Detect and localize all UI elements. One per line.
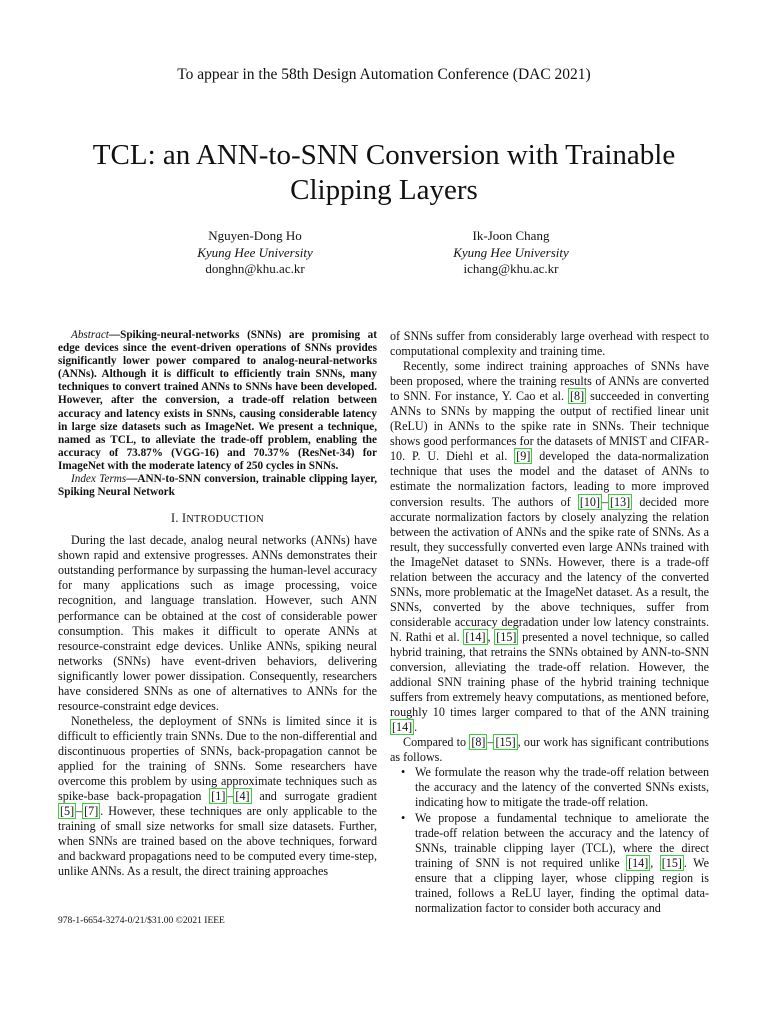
citation-link[interactable]: [8] bbox=[471, 735, 486, 750]
citation-link[interactable]: [9] bbox=[516, 449, 531, 464]
text-run: Recently, some indirect training approaches of SNNs have been proposed, where the training results of ANNs are converted to SNN. For instance, Y. Cao et al. bbox=[390, 359, 709, 404]
section-heading bbox=[58, 511, 377, 527]
text-run: decided more accurate normalization factors by closely analyzing the relation between the activation of ANNs and the spike rate of SNNs. As a result, they successfully converted even large ANNs trained with the ImageNet dataset to SNNs. However, there is a trade-off relation between the accuracy and the latency of the converted SNNs, more problematic at the ImageNet dataset. As a result, the SNNs, converted by the above techniques, suffer from considerable accuracy degradation under low latency constraints. N. Rathi et al. bbox=[390, 494, 709, 644]
text-run: . bbox=[414, 720, 418, 735]
author-name: Ik-Joon Chang bbox=[472, 228, 550, 243]
list-item bbox=[401, 810, 709, 916]
text-run: We propose a fundamental technique to ameliorate the trade-off relation between the accuracy and the latency of SNNs, trainable clipping layer (TCL), where the direct training of SNN is not required unlike bbox=[415, 810, 709, 870]
index-terms-lead: Index Terms bbox=[71, 473, 127, 486]
citation-link[interactable]: [14] bbox=[392, 720, 413, 735]
citation-link[interactable]: [7] bbox=[84, 804, 99, 819]
text-run: developed the data-normalization technique that uses the model and the dataset of ANNs to estimate the normalization factors, leading to more improved conversion results. The authors of bbox=[390, 449, 709, 509]
citation-link[interactable]: [15] bbox=[496, 629, 517, 644]
text-run: We formulate the reason why the trade-off relation between the accuracy and the latency of the converted SNNs exists, indicating how to mitigate the trade-off relation. bbox=[415, 765, 709, 810]
intro-paragraph-2 bbox=[58, 714, 377, 880]
intro-paragraph-1: During the last decade, analog neural networks (ANNs) have shown rapid and extensive progresses. ANNs demonstrates their outstanding performance by surpassing the human-level accuracy for many applications such as image processing, voice recognition, and language translation. However, such ANN performance can be obtained at the cost of considerable power consumption. This makes it difficult to operate ANNs at resource-constraint edge devices. Unlike ANNs, spiking neural networks (SNNs) have event-driven behaviors, delivering significantly lower power dissipation. Consequently, researchers have considered SNNs as one of alternatives to ANNs for the resource-constraint edge devices. bbox=[58, 533, 377, 713]
text-run: Compared to bbox=[403, 735, 470, 750]
abstract-lead: Abstract bbox=[71, 329, 109, 341]
author-block-2 bbox=[391, 228, 631, 278]
left-column bbox=[58, 329, 377, 879]
text-run: succeeded in converting ANNs to SNNs by mapping the output of rectified linear unit (ReLU) in ANNs to the spike rate in SNNs. Their technique shows good performances for the datasets of MNIST and CIFAR-10. P. U. Diehl et al. bbox=[390, 389, 709, 464]
citation-link[interactable]: [5] bbox=[60, 804, 75, 819]
text-run: . However, these techniques are only applicable to the training of small size networks for small size datasets. Further, when SNNs are trained based on the above techniques, forward and backward propagations need to be computed every time-step, unlike ANNs. As a result, the direct training approaches bbox=[58, 804, 377, 879]
text-run: – bbox=[601, 494, 609, 509]
list-item bbox=[401, 765, 709, 810]
paper-title: TCL: an ANN-to-SNN Conversion with Trainable Clipping Layers bbox=[92, 139, 676, 206]
citation-link[interactable]: [14] bbox=[628, 855, 649, 870]
abstract bbox=[58, 329, 377, 473]
citation-link[interactable]: [15] bbox=[661, 855, 682, 870]
citation-link[interactable]: [15] bbox=[495, 735, 516, 750]
bullet-icon: • bbox=[401, 810, 406, 825]
text-run: presented a novel technique, so called hybrid training, that retrains the SNNs obtained by ANN-to-SNN conversion, alleviating the trade-off relation. However, the addional SNN training phase of the hybrid training technique suffers from extremely heavy computations, as mentioned before, roughly 10 times larger compared to that of the ANN training bbox=[390, 629, 710, 720]
index-terms bbox=[58, 473, 377, 499]
citation-link[interactable]: [14] bbox=[465, 629, 486, 644]
contribution-list bbox=[390, 765, 709, 915]
continued-paragraph: of SNNs suffer from considerably large overhead with respect to computational complexity and training time. bbox=[390, 329, 709, 359]
text-run: . We ensure that a clipping layer, whose clipping region is trained, follows a ReLU layer, finding the optimal data-normalization factor to consider both accuracy and bbox=[415, 855, 709, 915]
right-column bbox=[390, 329, 709, 916]
text-run: , bbox=[487, 629, 491, 644]
text-run: – bbox=[76, 804, 83, 819]
citation-link[interactable]: [10] bbox=[579, 494, 600, 509]
citation-link[interactable]: [1] bbox=[211, 789, 226, 804]
copyright-footer: 978-1-6654-3274-0/21/$31.00 ©2021 IEEE bbox=[58, 916, 225, 926]
author-email: donghn@khu.ac.kr bbox=[205, 261, 305, 276]
citation-link[interactable]: [13] bbox=[610, 494, 631, 509]
section-number: I. I bbox=[171, 511, 187, 526]
text-run: – bbox=[487, 735, 494, 750]
abstract-text: —Spiking-neural-networks (SNNs) are promising at edge devices since the event-driven operations of SNNs provides significantly lower power compared to analog-neural-networks (ANNs). Although it is difficult to efficiently train SNNs, many techniques to convert trained ANNs to SNNs have been developed. However, after the conversion, a trade-off relation between accuracy and latency exists in SNNs, causing considerable latency in large size datasets such as ImageNet. We present a technique, named as TCL, to alleviate the trade-off problem, enabling the accuracy of 73.87% (VGG-16) and 70.37% (ResNet-34) for ImageNet with the moderate latency of 250 cycles in SNNs. bbox=[58, 329, 377, 472]
citation-link[interactable]: [8] bbox=[570, 389, 585, 404]
text-run: Nonetheless, the deployment of SNNs is limited since it is difficult to efficiently train SNNs. Due to the non-differential and discontinuous properties of SNNs, back-propagation cannot be applied for the training of SNNs. Some researchers have overcome this problem by using approximate techniques such as spike-base back-propagation bbox=[58, 713, 377, 804]
section-title: NTRODUCTION bbox=[186, 514, 264, 526]
intro-paragraph-3 bbox=[390, 359, 709, 735]
index-terms-text: —ANN-to-SNN conversion, trainable clipping layer, Spiking Neural Network bbox=[58, 473, 377, 499]
author-email: ichang@khu.ac.kr bbox=[463, 261, 559, 276]
text-run: , our work has significant contributions as follows. bbox=[390, 735, 709, 765]
author-affiliation: Kyung Hee University bbox=[453, 244, 569, 260]
bullet-icon: • bbox=[401, 765, 406, 780]
author-block-1 bbox=[135, 228, 375, 278]
citation-link[interactable]: [4] bbox=[235, 789, 250, 804]
text-run: , bbox=[650, 855, 654, 870]
author-affiliation: Kyung Hee University bbox=[197, 244, 313, 260]
conference-note: To appear in the 58th Design Automation Conference (DAC 2021) bbox=[177, 66, 591, 83]
author-name: Nguyen-Dong Ho bbox=[208, 228, 302, 243]
text-run: – bbox=[227, 789, 234, 804]
text-run: and surrogate gradient bbox=[251, 789, 377, 804]
intro-paragraph-4 bbox=[390, 735, 709, 765]
